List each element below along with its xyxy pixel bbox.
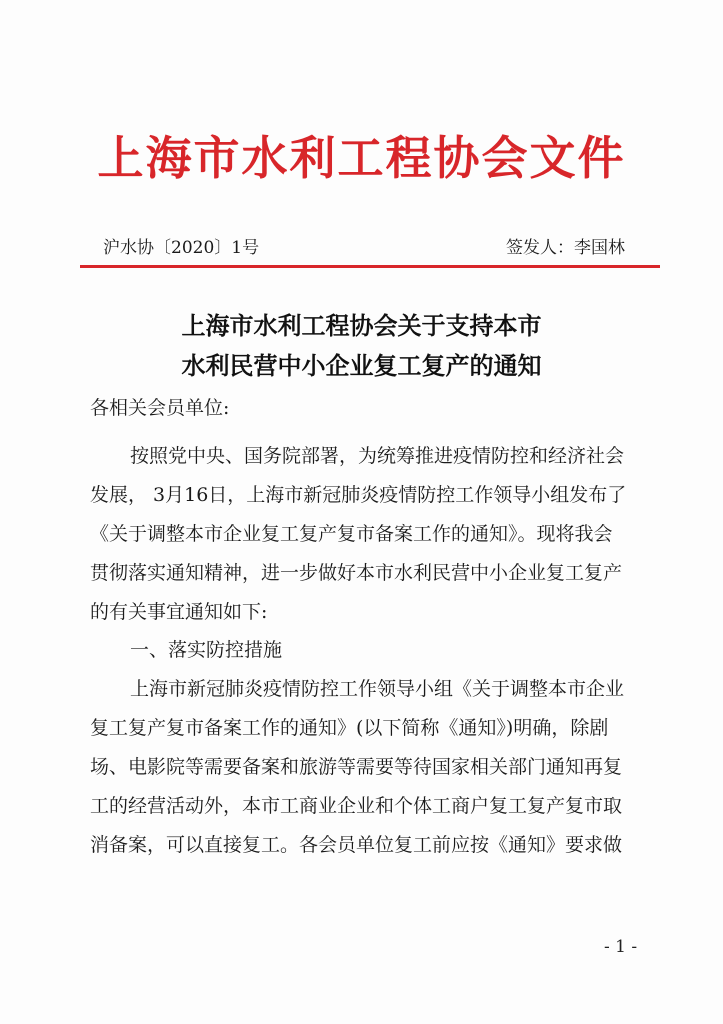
document-meta-row <box>103 234 625 262</box>
red-divider-line <box>80 265 660 268</box>
signer: 签发人：李国林 <box>506 238 625 258</box>
body-line: 复工复产复市备案工作的通知》(以下简称《通知》)明确，除剧 <box>90 717 609 740</box>
notice-title-line-1: 上海市水利工程协会关于支持本市 <box>181 312 542 340</box>
body-line: 《关于调整本市企业复工复产复市备案工作的通知》。现将我会 <box>90 522 613 545</box>
body-line: 场、电影院等需要备案和旅游等需要等待国家相关部门通知再复 <box>90 756 623 779</box>
body-line: 贯彻落实通知精神，进一步做好本市水利民营中小企业复工复产 <box>90 561 623 584</box>
body-line: 消备案，可以直接复工。各会员单位复工前应按《通知》要求做 <box>90 833 623 856</box>
body-line: 按照党中央、国务院部署，为统筹推进疫情防控和经济社会 <box>130 445 625 467</box>
notice-title-line-2: 水利民营中小企业复工复产的通知 <box>181 352 542 380</box>
body-line: 发展， 3月16日，上海市新冠肺炎疫情防控工作领导小组发布了 <box>90 483 627 506</box>
body-line: 的有关事宜通知如下: <box>90 600 268 623</box>
body-line: 工的经营活动外，本市工商业企业和个体工商户复工复产复市取 <box>90 795 623 818</box>
page-number: - 1 - <box>604 937 638 957</box>
salutation: 各相关会员单位: <box>90 397 230 419</box>
document-number: 沪水协〔2020〕1号 <box>103 238 260 258</box>
masthead-title: 上海市水利工程协会文件 <box>97 131 626 185</box>
section-heading: 一、落实防控措施 <box>130 639 283 662</box>
notice-body <box>90 437 640 865</box>
notice-title <box>0 306 723 386</box>
body-line: 上海市新冠肺炎疫情防控工作领导小组《关于调整本市企业 <box>130 678 625 701</box>
